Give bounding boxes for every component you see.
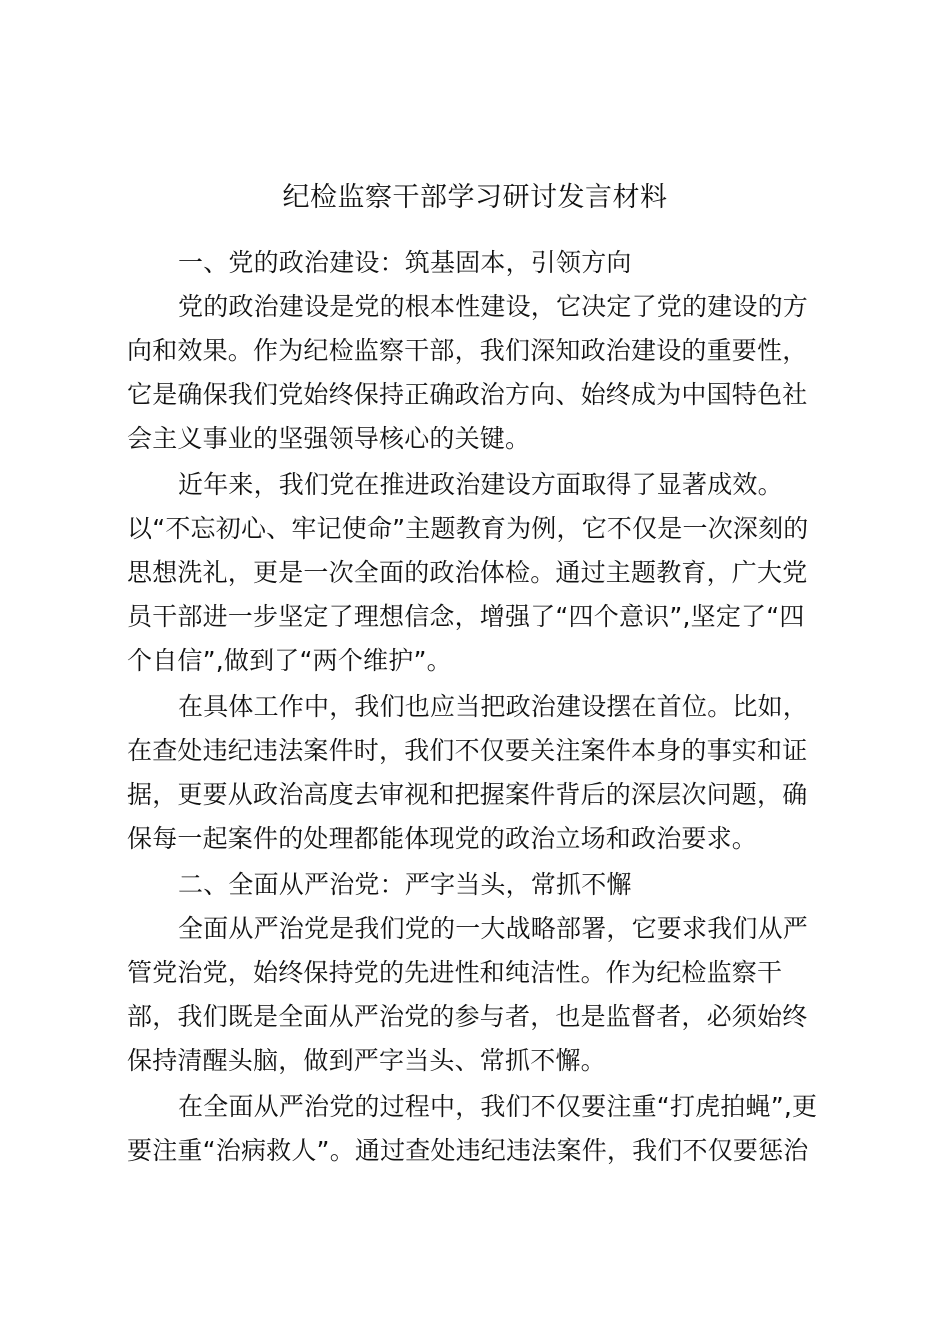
paragraph-line: 思想洗礼，更是一次全面的政治体检。通过主题教育，广大党 [127, 558, 808, 587]
paragraph-line: 在查处违纪违法案件时，我们不仅要关注案件本身的事实和证 [127, 736, 808, 765]
section-heading-2: 二、全面从严治党：严字当头，常抓不懈 [178, 870, 632, 899]
paragraph-line: 全面从严治党是我们党的一大战略部署，它要求我们从严 [178, 914, 809, 943]
paragraph-line: 据，更要从政治高度去审视和把握案件背后的深层次问题，确 [127, 780, 808, 809]
paragraph-line: 党的政治建设是党的根本性建设，它决定了党的建设的方 [178, 292, 809, 321]
paragraph-line: 个自信”,做到了“两个维护”。 [127, 646, 452, 675]
paragraph-line: 员干部进一步坚定了理想信念，增强了“四个意识”,坚定了“四 [127, 602, 805, 631]
paragraph-line: 它是确保我们党始终保持正确政治方向、始终成为中国特色社 [127, 380, 808, 409]
paragraph-line: 近年来，我们党在推进政治建设方面取得了显著成效。 [178, 470, 783, 499]
paragraph-line: 向和效果。作为纪检监察干部，我们深知政治建设的重要性， [127, 336, 808, 365]
paragraph-line: 会主义事业的坚强领导核心的关键。 [127, 424, 531, 453]
paragraph-line: 在具体工作中，我们也应当把政治建设摆在首位。比如， [178, 692, 809, 721]
paragraph-line: 部，我们既是全面从严治党的参与者，也是监督者，必须始终 [127, 1002, 808, 1031]
paragraph-line: 在全面从严治党的过程中，我们不仅要注重“打虎拍蝇”,更 [178, 1092, 818, 1121]
paragraph-line: 保持清醒头脑，做到严字当头、常抓不懈。 [127, 1046, 606, 1075]
paragraph-line: 要注重“治病救人”。通过查处违纪违法案件，我们不仅要惩治 [127, 1136, 809, 1165]
document-title: 纪检监察干部学习研讨发言材料 [282, 182, 668, 213]
paragraph-line: 保每一起案件的处理都能体现党的政治立场和政治要求。 [127, 824, 758, 853]
section-heading-1: 一、党的政治建设：筑基固本，引领方向 [178, 248, 632, 277]
paragraph-line: 管党治党，始终保持党的先进性和纯洁性。作为纪检监察干 [127, 958, 783, 987]
paragraph-line: 以“不忘初心、牢记使命”主题教育为例，它不仅是一次深刻的 [127, 514, 809, 543]
